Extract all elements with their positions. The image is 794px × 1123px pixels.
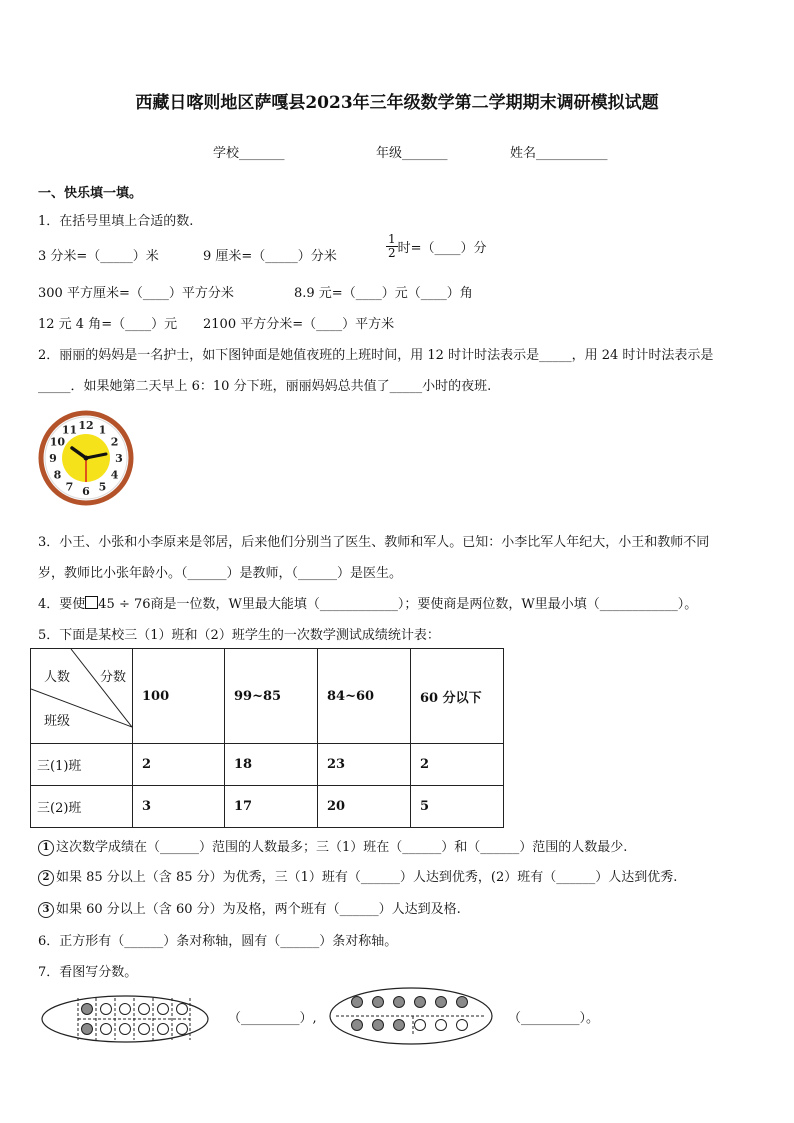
question-3-line-1: 3．小王、小张和小李原来是邻居，后来他们分别当了医生、教师和军人。已知：小李比军人年纪大，小王和教师不同 xyxy=(38,535,710,550)
corner-diagonals xyxy=(31,649,141,744)
header-class: 班级 xyxy=(44,714,71,729)
question-3-line-2: 岁，教师比小张年龄小。（______）是教师，（______）是医生。 xyxy=(38,566,403,581)
empty-circle xyxy=(101,1004,112,1015)
question-4 xyxy=(38,593,697,612)
fraction-figure-1 xyxy=(40,994,210,1044)
grade-field[interactable]: 年级_______ xyxy=(376,146,448,161)
question-2-line-1: 2．丽丽的妈妈是一名护士，如下图钟面是她值夜班的上班时间，用 12 时计时法表示是_____，用 24 时计时法表示是 xyxy=(38,348,714,363)
q5-sub-text: 这次数学成绩在（______）范围的人数最多；三（1）班在（______）和（______）范围的人数最少. xyxy=(56,840,628,855)
column-header: 84~60 xyxy=(318,649,411,744)
column-header: 100 xyxy=(133,649,225,744)
table-cell: 17 xyxy=(225,786,318,828)
empty-circle xyxy=(120,1004,131,1015)
empty-circle xyxy=(457,1020,468,1031)
fraction xyxy=(386,233,398,260)
column-header: 60 分以下 xyxy=(411,649,504,744)
empty-circle xyxy=(139,1004,150,1015)
table-row xyxy=(31,786,504,828)
shaded-circle xyxy=(373,997,384,1008)
shaded-circle xyxy=(394,1020,405,1031)
clock-number: 11 xyxy=(61,423,78,437)
question-1: 1．在括号里填上合适的数. xyxy=(38,214,194,229)
name-field[interactable]: 姓名___________ xyxy=(510,146,608,161)
q1-item-a: 3 分米=（_____）米 xyxy=(38,249,159,264)
clock-number: 10 xyxy=(49,435,66,449)
shaded-circle xyxy=(352,1020,363,1031)
shaded-circle xyxy=(436,997,447,1008)
clock-number: 4 xyxy=(110,468,119,482)
q1-item-d: 300 平方厘米=（____）平方分米 xyxy=(38,286,234,301)
clock-number: 8 xyxy=(53,468,62,482)
header-people: 人数 xyxy=(44,670,71,685)
column-header: 99~85 xyxy=(225,649,318,744)
q4-expression: 45 ÷ 76 xyxy=(98,597,151,612)
table-cell: 23 xyxy=(318,744,411,786)
circled-number: 1 xyxy=(38,840,54,856)
shaded-circle xyxy=(457,997,468,1008)
clock-number: 3 xyxy=(115,452,123,465)
row-label: 三(2)班 xyxy=(31,786,133,828)
empty-circle xyxy=(158,1004,169,1015)
q1-item-g: 2100 平方分米=（____）平方米 xyxy=(203,317,395,332)
clock-image xyxy=(38,410,134,506)
q5-sub-text: 如果 60 分以上（含 60 分）为及格，两个班有（______）人达到及格. xyxy=(56,902,461,917)
table-cell: 3 xyxy=(133,786,225,828)
question-6: 6．正方形有（______）条对称轴，圆有（______）条对称轴。 xyxy=(38,934,398,949)
shaded-circle xyxy=(352,997,363,1008)
shaded-circle xyxy=(82,1024,93,1035)
shaded-circle xyxy=(373,1020,384,1031)
table-cell: 18 xyxy=(225,744,318,786)
q4-part-1: 4．要使 xyxy=(38,597,86,612)
q5-sub-2 xyxy=(38,866,677,886)
row-label: 三(1)班 xyxy=(31,744,133,786)
clock-number: 1 xyxy=(98,423,107,437)
shaded-circle xyxy=(82,1004,93,1015)
table-header-row xyxy=(31,649,504,744)
q5-sub-text: 如果 85 分以上（含 85 分）为优秀，三（1）班有（______）人达到优秀，(2）班有（______）人达到优秀. xyxy=(56,870,678,885)
fraction-numerator: 1 xyxy=(388,232,396,246)
table-cell: 5 xyxy=(411,786,504,828)
empty-circle xyxy=(158,1024,169,1035)
answer-blank-2[interactable]: （_________）。 xyxy=(508,1011,600,1026)
table-cell: 2 xyxy=(411,744,504,786)
clock-number: 12 xyxy=(78,419,94,432)
empty-circle xyxy=(120,1024,131,1035)
clock-number: 9 xyxy=(49,452,57,465)
q1-item-c xyxy=(386,233,487,260)
score-table xyxy=(30,648,504,828)
question-7: 7．看图写分数。 xyxy=(38,965,138,980)
page-title: 西藏日喀则地区萨嘎县2023年三年级数学第二学期期末调研模拟试题 xyxy=(135,93,659,113)
blank-box xyxy=(85,596,98,609)
empty-circle xyxy=(139,1024,150,1035)
clock-center xyxy=(84,456,89,461)
circled-number: 3 xyxy=(38,902,54,918)
q5-sub-3 xyxy=(38,898,461,918)
empty-circle xyxy=(177,1004,188,1015)
fraction-denominator: 2 xyxy=(388,246,396,260)
table-row xyxy=(31,744,504,786)
clock-number: 7 xyxy=(65,480,74,494)
clock-number: 5 xyxy=(98,480,107,494)
empty-circle xyxy=(177,1024,188,1035)
question-5: 5．下面是某校三（1）班和（2）班学生的一次数学测试成绩统计表： xyxy=(38,628,440,643)
table-cell: 20 xyxy=(318,786,411,828)
q5-sub-1 xyxy=(38,836,627,856)
q4-part-2: 商是一位数，W里最大能填（____________）；要使商是两位数，W里最小填（____________）。 xyxy=(150,597,698,612)
school-field[interactable]: 学校_______ xyxy=(213,146,285,161)
section-heading: 一、快乐填一填。 xyxy=(38,186,143,201)
answer-blank-1[interactable]: （_________）, xyxy=(228,1011,317,1026)
q1-item-e: 8.9 元=（____）元（____）角 xyxy=(294,286,473,301)
empty-circle xyxy=(101,1024,112,1035)
q1-item-f: 12 元 4 角=（____）元 xyxy=(38,317,178,332)
table-corner-cell xyxy=(31,649,133,744)
shaded-circle xyxy=(394,997,405,1008)
fraction-figure-2 xyxy=(328,986,494,1046)
circled-number: 2 xyxy=(38,870,54,886)
question-2-line-2: _____．如果她第二天早上 6：10 分下班，丽丽妈妈总共值了_____小时的夜班. xyxy=(38,379,492,394)
q1-item-c-text: 时=（____）分 xyxy=(397,241,487,256)
clock-number: 2 xyxy=(110,435,119,449)
clock-number: 6 xyxy=(82,485,90,498)
shaded-circle xyxy=(415,997,426,1008)
empty-circle xyxy=(436,1020,447,1031)
empty-circle xyxy=(415,1020,426,1031)
header-score: 分数 xyxy=(100,670,127,685)
table-cell: 2 xyxy=(133,744,225,786)
q1-item-b: 9 厘米=（_____）分米 xyxy=(203,249,337,264)
